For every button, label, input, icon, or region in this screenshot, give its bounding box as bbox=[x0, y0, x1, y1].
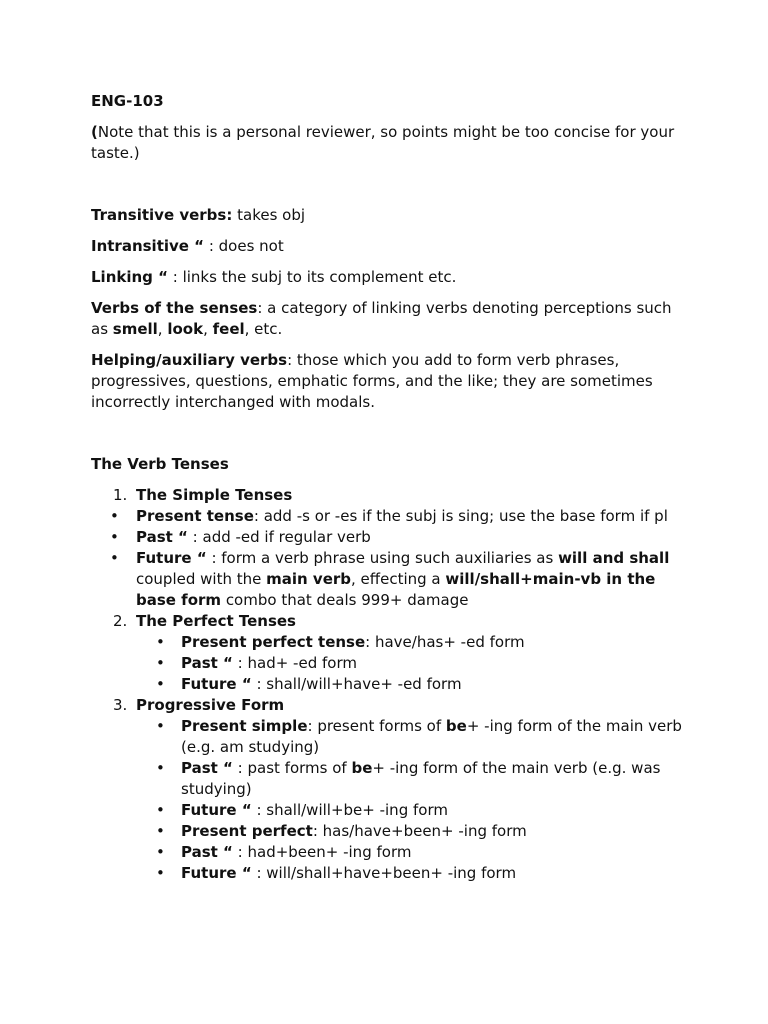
bullet-icon: • bbox=[156, 633, 165, 651]
list-item-present-perfect: • Present perfect tense: have/has+ -ed form bbox=[156, 633, 525, 651]
list-item-present-progressive: • Present simple: present forms of be+ -ing form of the main verb (e.g. am studying) bbox=[156, 717, 682, 756]
definition-intransitive: Intransitive “ : does not bbox=[91, 237, 284, 255]
list-item-past-perfect-progressive: • Past “ : had+been+ -ing form bbox=[156, 843, 412, 861]
list-item-future-progressive: • Future “ : shall/will+be+ -ing form bbox=[156, 801, 448, 819]
list-number: 1. bbox=[113, 486, 128, 504]
list-item-past-tense: • Past “ : add -ed if regular verb bbox=[110, 528, 371, 546]
bullet-icon: • bbox=[110, 549, 119, 567]
bullet-icon: • bbox=[156, 759, 165, 777]
list-item-past-progressive: • Past “ : past forms of be+ -ing form of the main verb (e.g. was studying) bbox=[156, 759, 661, 798]
bullet-icon: • bbox=[110, 528, 119, 546]
bullet-icon: • bbox=[156, 822, 165, 840]
bullet-icon: • bbox=[156, 843, 165, 861]
definition-senses: Verbs of the senses: a category of linking verbs denoting perceptions such as smell, look, feel, etc. bbox=[91, 299, 672, 338]
bullet-icon: • bbox=[110, 507, 119, 525]
section-title-verb-tenses: The Verb Tenses bbox=[91, 455, 229, 473]
document-body bbox=[91, 91, 691, 884]
bullet-icon: • bbox=[156, 654, 165, 672]
course-code: ENG-103 bbox=[91, 92, 164, 110]
bullet-icon: • bbox=[156, 717, 165, 735]
definition-helping: Helping/auxiliary verbs: those which you add to form verb phrases, progressives, questions, emphatic forms, and the like; they are sometimes incorrectly interchanged with modals. bbox=[91, 351, 653, 411]
list-item-future-perfect: • Future “ : shall/will+have+ -ed form bbox=[156, 675, 462, 693]
list-item-past-perfect: • Past “ : had+ -ed form bbox=[156, 654, 357, 672]
definition-linking: Linking “ : links the subj to its complement etc. bbox=[91, 268, 457, 286]
list-item-future-perfect-progressive: • Future “ : will/shall+have+been+ -ing form bbox=[156, 864, 517, 882]
list-item-simple-tenses: 1. The Simple Tenses bbox=[113, 486, 293, 504]
bullet-icon: • bbox=[156, 864, 165, 882]
note-paragraph: (Note that this is a personal reviewer, so points might be too concise for your taste.) bbox=[91, 123, 675, 162]
tenses-list bbox=[91, 485, 691, 884]
list-number: 3. bbox=[113, 696, 128, 714]
list-item-present-perfect-progressive: • Present perfect: has/have+been+ -ing form bbox=[156, 822, 527, 840]
definition-transitive: Transitive verbs: takes obj bbox=[91, 206, 306, 224]
bullet-icon: • bbox=[156, 801, 165, 819]
list-item-present-tense: • Present tense: add -s or -es if the subj is sing; use the base form if pl bbox=[110, 507, 668, 525]
list-item-progressive-form: 3. Progressive Form bbox=[113, 696, 285, 714]
list-number: 2. bbox=[113, 612, 128, 630]
list-item-perfect-tenses: 2. The Perfect Tenses bbox=[113, 612, 296, 630]
list-item-future-tense: • Future “ : form a verb phrase using such auxiliaries as will and shall coupled with the main verb, effecting a will/shall+main-vb in the base form combo that deals 999+ damage bbox=[110, 549, 670, 609]
bullet-icon: • bbox=[156, 675, 165, 693]
